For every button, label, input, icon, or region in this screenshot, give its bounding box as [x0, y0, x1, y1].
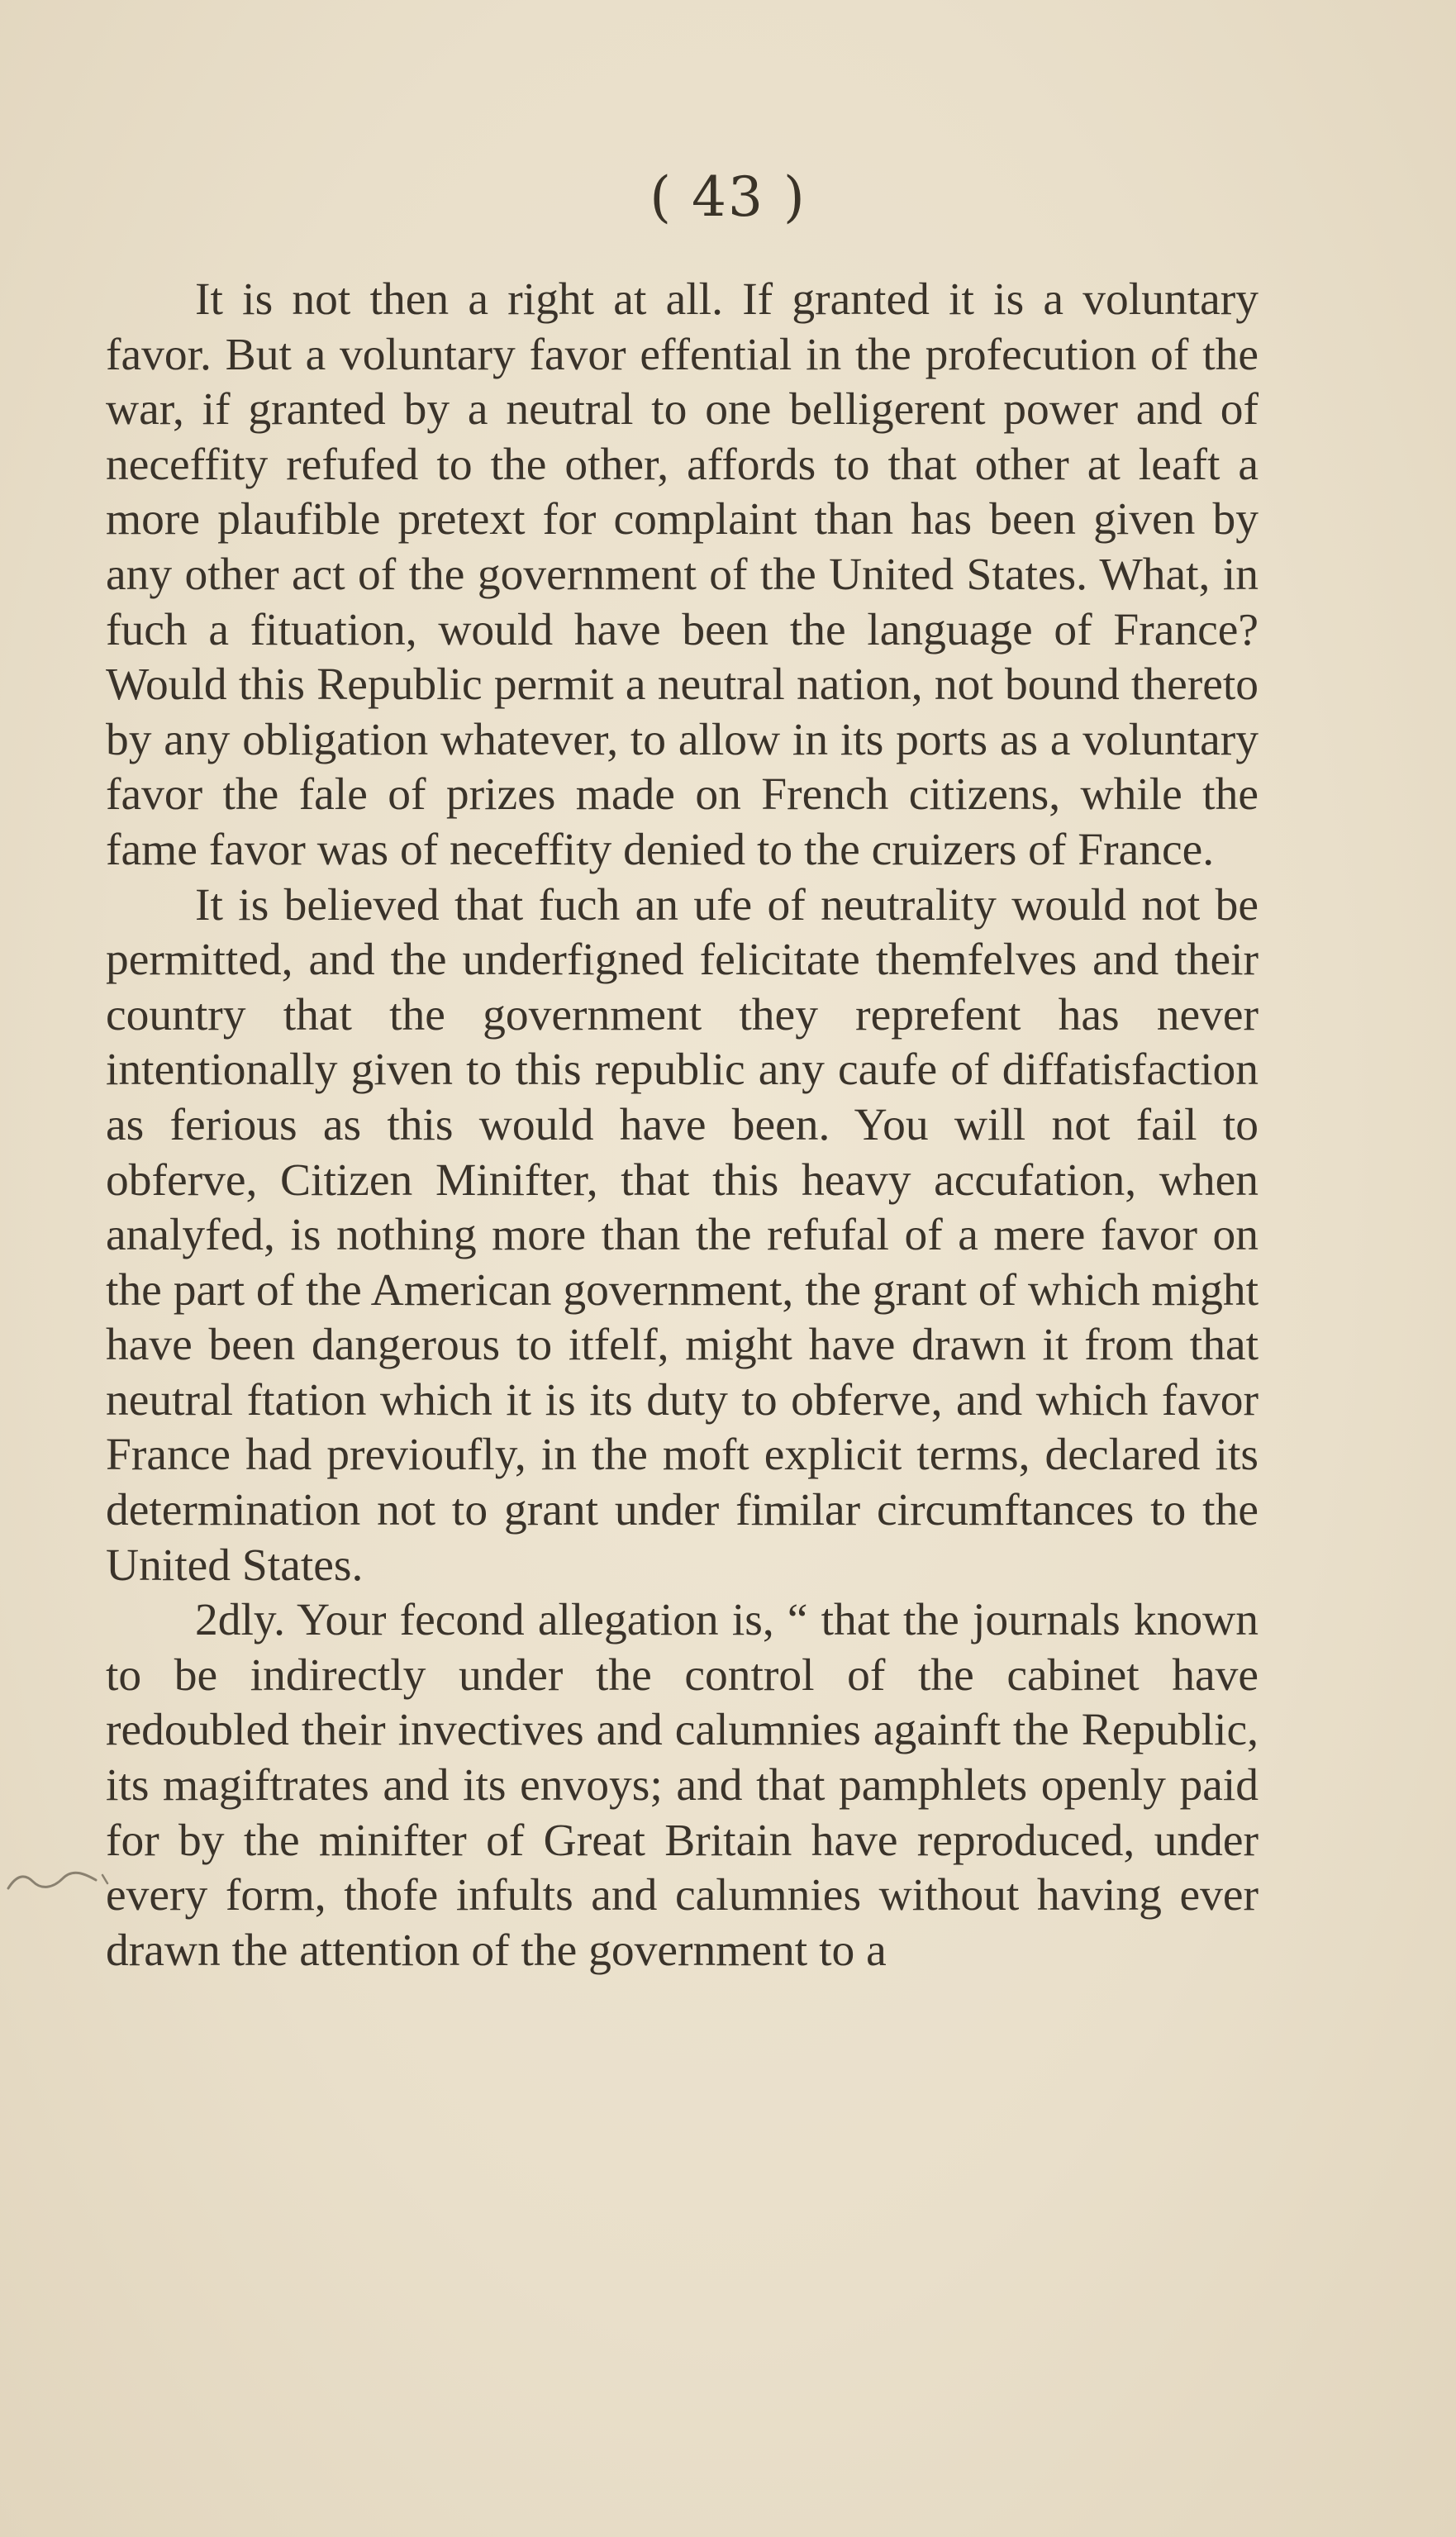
handwritten-pencil-mark-icon — [5, 1863, 112, 1897]
body-text — [106, 273, 1259, 1978]
paragraph-3: 2dly. Your fecond allegation is, “ that the journals known to be indirectly under the control of the cabinet have redoubled their invectives and calumnies againft the Republic, its magiftrates and its envoys; and that pamphlets openly paid for by the minifter of Great Britain have reproduced, under every form, thofe infults and calumnies without having ever drawn the attention of the government to a — [106, 1595, 1259, 1976]
page-number: ( 43 ) — [649, 165, 807, 229]
paragraph-2: It is believed that fuch an ufe of neutrality would not be permitted, and the underfigned felicitate themfelves and their country that the government they reprefent has never intentionally given to this republic any caufe of diffatisfaction as ferious as this would have been. You will not fail to obferve, Citizen Minifter, that this heavy accufation, when analyfed, is nothing more than the refufal of a mere favor on the part of the American government, the grant of which might have been dangerous to itfelf, might have drawn it from that neutral ftation which it is its duty to obferve, and which favor France had previoufly, in the moft explicit terms, declared its determination not to grant under fimilar circumftances to the United States. — [106, 879, 1259, 1591]
paragraph-1: It is not then a right at all. If granted it is a voluntary favor. But a voluntary favor effential in the profecution of the war, if granted by a neutral to one belligerent power and of neceffity refufed to the other, affords to that other at leaft a more plaufible pretext for complaint than has been given by any other act of the government of the United States. What, in fuch a fituation, would have been the language of France? Would this Republic permit a neutral nation, not bound thereto by any obligation whatever, to allow in its ports as a voluntary favor the fale of prizes made on French citizens, while the fame favor was of neceffity denied to the cruizers of France. — [106, 274, 1259, 875]
